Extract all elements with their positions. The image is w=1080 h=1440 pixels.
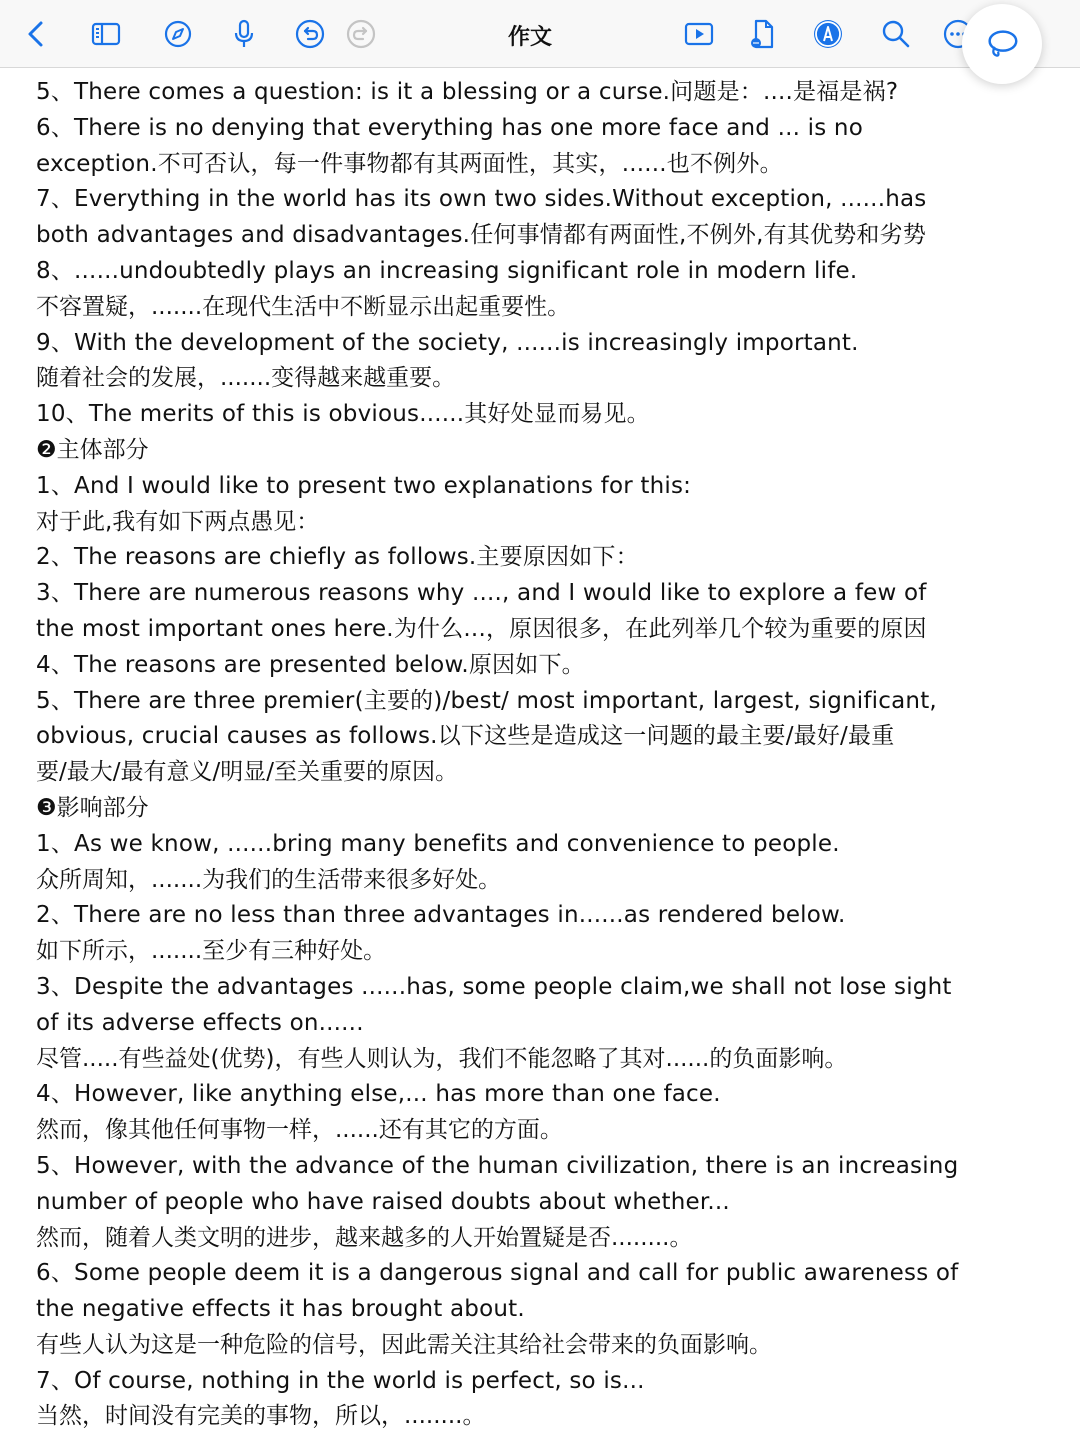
search-icon xyxy=(880,18,912,50)
text-line: 10、The merits of this is obvious......其好处显而易见。 xyxy=(36,401,650,428)
text-line: 随着社会的发展，.......变得越来越重要。 xyxy=(36,365,456,392)
text-line: of its adverse effects on...... xyxy=(36,1009,364,1036)
text-line: 尽管.....有些益处(优势)，有些人则认为，我们不能忽略了其对......的负面影响。 xyxy=(36,1045,848,1072)
play-icon xyxy=(683,18,715,50)
section-heading: ❸影响部分 xyxy=(36,794,149,821)
text-line: 5、However, with the advance of the human civilization, there is an increasing xyxy=(36,1152,959,1179)
text-line: 9、With the development of the society, ......is increasingly important. xyxy=(36,329,859,356)
text-line: exception.不可否认，每一件事物都有其两面性，其实，......也不例外。 xyxy=(36,150,783,177)
text-line: 1、As we know, ......bring many benefits and convenience to people. xyxy=(36,830,840,857)
text-line: 如下所示，.......至少有三种好处。 xyxy=(36,938,387,965)
text-line: obvious, crucial causes as follows.以下这些是造成这一问题的最主要/最好/最重 xyxy=(36,723,895,750)
text-line: 1、And I would like to present two explanations for this: xyxy=(36,472,692,499)
lasso-button[interactable] xyxy=(962,4,1042,84)
document-button[interactable] xyxy=(745,16,781,52)
document-icon xyxy=(747,18,779,50)
play-button[interactable] xyxy=(681,16,717,52)
text-line: 7、Of course, nothing in the world is perfect, so is... xyxy=(36,1367,645,1394)
text-line: 6、Some people deem it is a dangerous signal and call for public awareness of xyxy=(36,1260,959,1287)
text-line: 2、The reasons are chiefly as follows.主要原因如下： xyxy=(36,544,639,571)
text-line: 要/最大/最有意义/明显/至关重要的原因。 xyxy=(36,759,458,786)
text-line: 7、Everything in the world has its own two sides.Without exception, ......has xyxy=(36,186,927,213)
toolbar xyxy=(0,0,1080,68)
text-line: 不容置疑，.......在现代生活中不断显示出起重要性。 xyxy=(36,293,571,320)
text-line: 4、However, like anything else,... has more than one face. xyxy=(36,1081,721,1108)
text-line: number of people who have raised doubts about whether... xyxy=(36,1188,730,1215)
text-line: 2、There are no less than three advantages in......as rendered below. xyxy=(36,902,846,929)
text-line: 当然，时间没有完美的事物，所以，........。 xyxy=(36,1403,486,1430)
text-line: the most important ones here.为什么...，原因很多，在此列举几个较为重要的原因 xyxy=(36,615,927,642)
text-line: 对于此,我有如下两点愚见： xyxy=(36,508,320,535)
pen-icon xyxy=(812,18,844,50)
text-line: 然而，随着人类文明的进步，越来越多的人开始置疑是否........。 xyxy=(36,1224,693,1251)
text-line: 5、There are three premier(主要的)/best/ most important, largest, significant, xyxy=(36,687,937,714)
text-line: 8、......undoubtedly plays an increasing significant role in modern life. xyxy=(36,257,858,284)
text-line: 3、Despite the advantages ......has, some people claim,we shall not lose sight xyxy=(36,973,952,1000)
text-line: 3、There are numerous reasons why ...., and I would like to explore a few of xyxy=(36,580,927,607)
section-heading: ❷主体部分 xyxy=(36,436,149,463)
text-line: 然而，像其他任何事物一样，......还有其它的方面。 xyxy=(36,1117,563,1144)
text-line: the negative effects it has brought about. xyxy=(36,1296,525,1323)
text-line: 6、There is no denying that everything has one more face and ... is no xyxy=(36,114,863,141)
text-line: 5、There comes a question: is it a blessing or a curse.问题是：....是福是祸? xyxy=(36,79,899,105)
lasso-icon xyxy=(983,25,1021,63)
search-button[interactable] xyxy=(878,16,914,52)
text-line: both advantages and disadvantages.任何事情都有两面性,不例外,有其优势和劣势 xyxy=(36,222,927,249)
text-line: 众所周知，.......为我们的生活带来很多好处。 xyxy=(36,866,502,893)
markup-button[interactable] xyxy=(810,16,846,52)
text-line: 有些人认为这是一种危险的信号，因此需关注其给社会带来的负面影响。 xyxy=(36,1331,772,1358)
text-line: 4、The reasons are presented below.原因如下。 xyxy=(36,651,585,678)
document-body xyxy=(36,75,1066,1435)
page-title: 作文 xyxy=(507,25,552,50)
